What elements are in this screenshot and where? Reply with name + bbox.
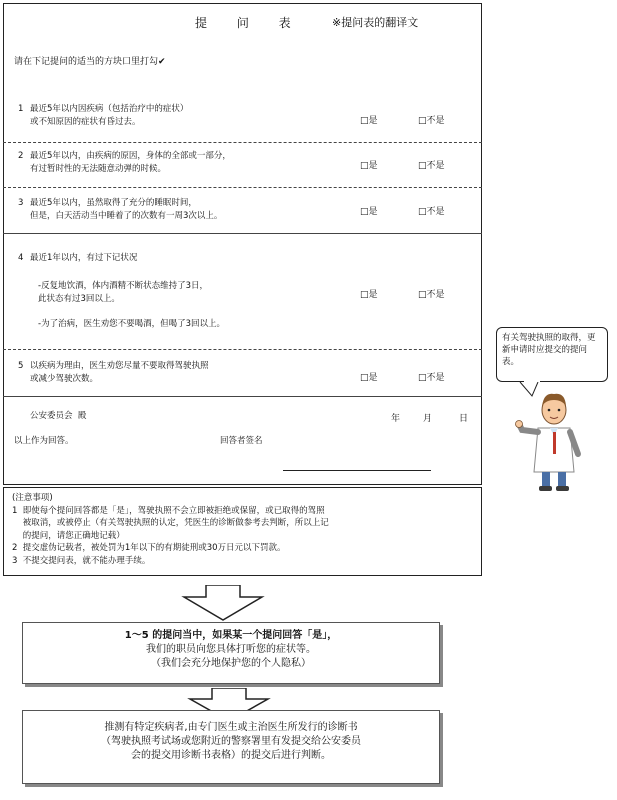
flow-box-1-line-2: 我们的职员向您具体打听您的症状等。 (146, 644, 316, 655)
question-1-number: 1 (18, 104, 24, 114)
question-4-sub-2: -为了治病，医生劝您不要喝酒，但喝了3回以上。 (38, 319, 225, 329)
question-3-yes-checkbox[interactable]: □是 (360, 207, 378, 217)
question-2-number: 2 (18, 151, 24, 161)
question-5-number: 5 (18, 361, 24, 371)
question-4-no-checkbox[interactable]: □不是 (418, 290, 445, 300)
flow-box-2-line-2: （驾驶执照考试场或您附近的警察署里有发提交给公安委员 (101, 736, 361, 747)
note-line: 3 不提交提问表，就不能办理手续。 (12, 555, 151, 566)
question-2-no-checkbox[interactable]: □不是 (418, 161, 445, 171)
month-label: 月 (423, 414, 433, 424)
question-4-yes-checkbox[interactable]: □是 (360, 290, 378, 300)
signature-line[interactable] (283, 470, 431, 471)
question-2-text: 最近5年以内，由疾病的原因，身体的全部或一部分， 有过暂时性的无法随意动弹的时候。 (30, 151, 231, 174)
down-arrow-icon (178, 585, 268, 621)
note-line: 2 提交虚伪记载者，被处罚为1年以下的有期徒刑或30万日元以下罚款。 (12, 543, 286, 553)
question-4-sub-1: -反复地饮酒，体内酒精不断状态维持了3日， 此状态有过3回以上。 (38, 281, 208, 304)
question-4-number: 4 (18, 253, 24, 263)
answered-label: 以上作为回答。 (14, 436, 74, 446)
question-3-number: 3 (18, 198, 24, 208)
signature-label: 回答者签名 (220, 436, 263, 446)
day-label: 日 (459, 414, 469, 424)
question-1-yes-checkbox[interactable]: □是 (360, 116, 378, 126)
form-title: 提 问 表 (195, 16, 304, 30)
question-5-text: 以疾病为理由，医生劝您尽量不要取得驾驶执照 或减少驾驶次数。 (30, 361, 209, 384)
flow-box-2-line-3: 会的提交用诊断书表格）的提交后进行判断。 (131, 750, 331, 761)
question-divider (3, 187, 482, 188)
question-3-text: 最近5年以内，虽然取得了充分的睡眠时间， 但是，白天活动当中睡着了的次数有一周3次以上。 (30, 198, 223, 221)
flow-box-1 (22, 622, 440, 684)
flow-box-2 (22, 710, 440, 784)
question-2-yes-checkbox[interactable]: □是 (360, 161, 378, 171)
doctor-illustration (498, 380, 610, 496)
question-1-text: 最近5年以内因疾病（包括治疗中的症状） 或不知原因的症状有昏过去。 (30, 104, 189, 127)
question-5-yes-checkbox[interactable]: □是 (360, 373, 378, 383)
question-divider (3, 233, 482, 234)
form-subtitle: ※提问表的翻译文 (332, 16, 419, 29)
year-label: 年 (391, 414, 401, 424)
committee-label: 公安委员会 殿 (30, 411, 87, 421)
note-line: 1 即使每个提问回答都是「是」，驾驶执照不会立即被拒绝或保留，或已取得的驾照 (12, 505, 325, 516)
speech-bubble: 有关驾驶执照的取得，更新申请时应提交的提问表。 (496, 327, 608, 382)
form-instruction: 请在下记提问的适当的方块口里打勾✔ (14, 57, 166, 67)
flow-box-1-line-3: （我们会充分地保护您的个人隐私） (151, 658, 311, 669)
flow-box-2-line-1: 推测有特定疾病者,由专门医生或主治医生所发行的诊断书 (104, 722, 358, 733)
note-line: 的提问，请您正确地记载） (12, 530, 125, 541)
question-divider (3, 349, 482, 350)
note-line: 被取消，或被停止（有关驾驶执照的认定，凭医生的诊断做参考去判断，所以上记 (12, 518, 329, 528)
question-5-no-checkbox[interactable]: □不是 (418, 373, 445, 383)
question-divider (3, 142, 482, 143)
question-divider (3, 396, 482, 397)
question-4-text: 最近1年以内，有过下记状况 (30, 253, 138, 263)
question-3-no-checkbox[interactable]: □不是 (418, 207, 445, 217)
notes-box (3, 487, 482, 576)
notes-header: (注意事项) (12, 493, 53, 503)
question-1-no-checkbox[interactable]: □不是 (418, 116, 445, 126)
flow-box-1-line-1: 1～5 的提问当中，如果某一个提问回答「是」， (124, 630, 338, 641)
